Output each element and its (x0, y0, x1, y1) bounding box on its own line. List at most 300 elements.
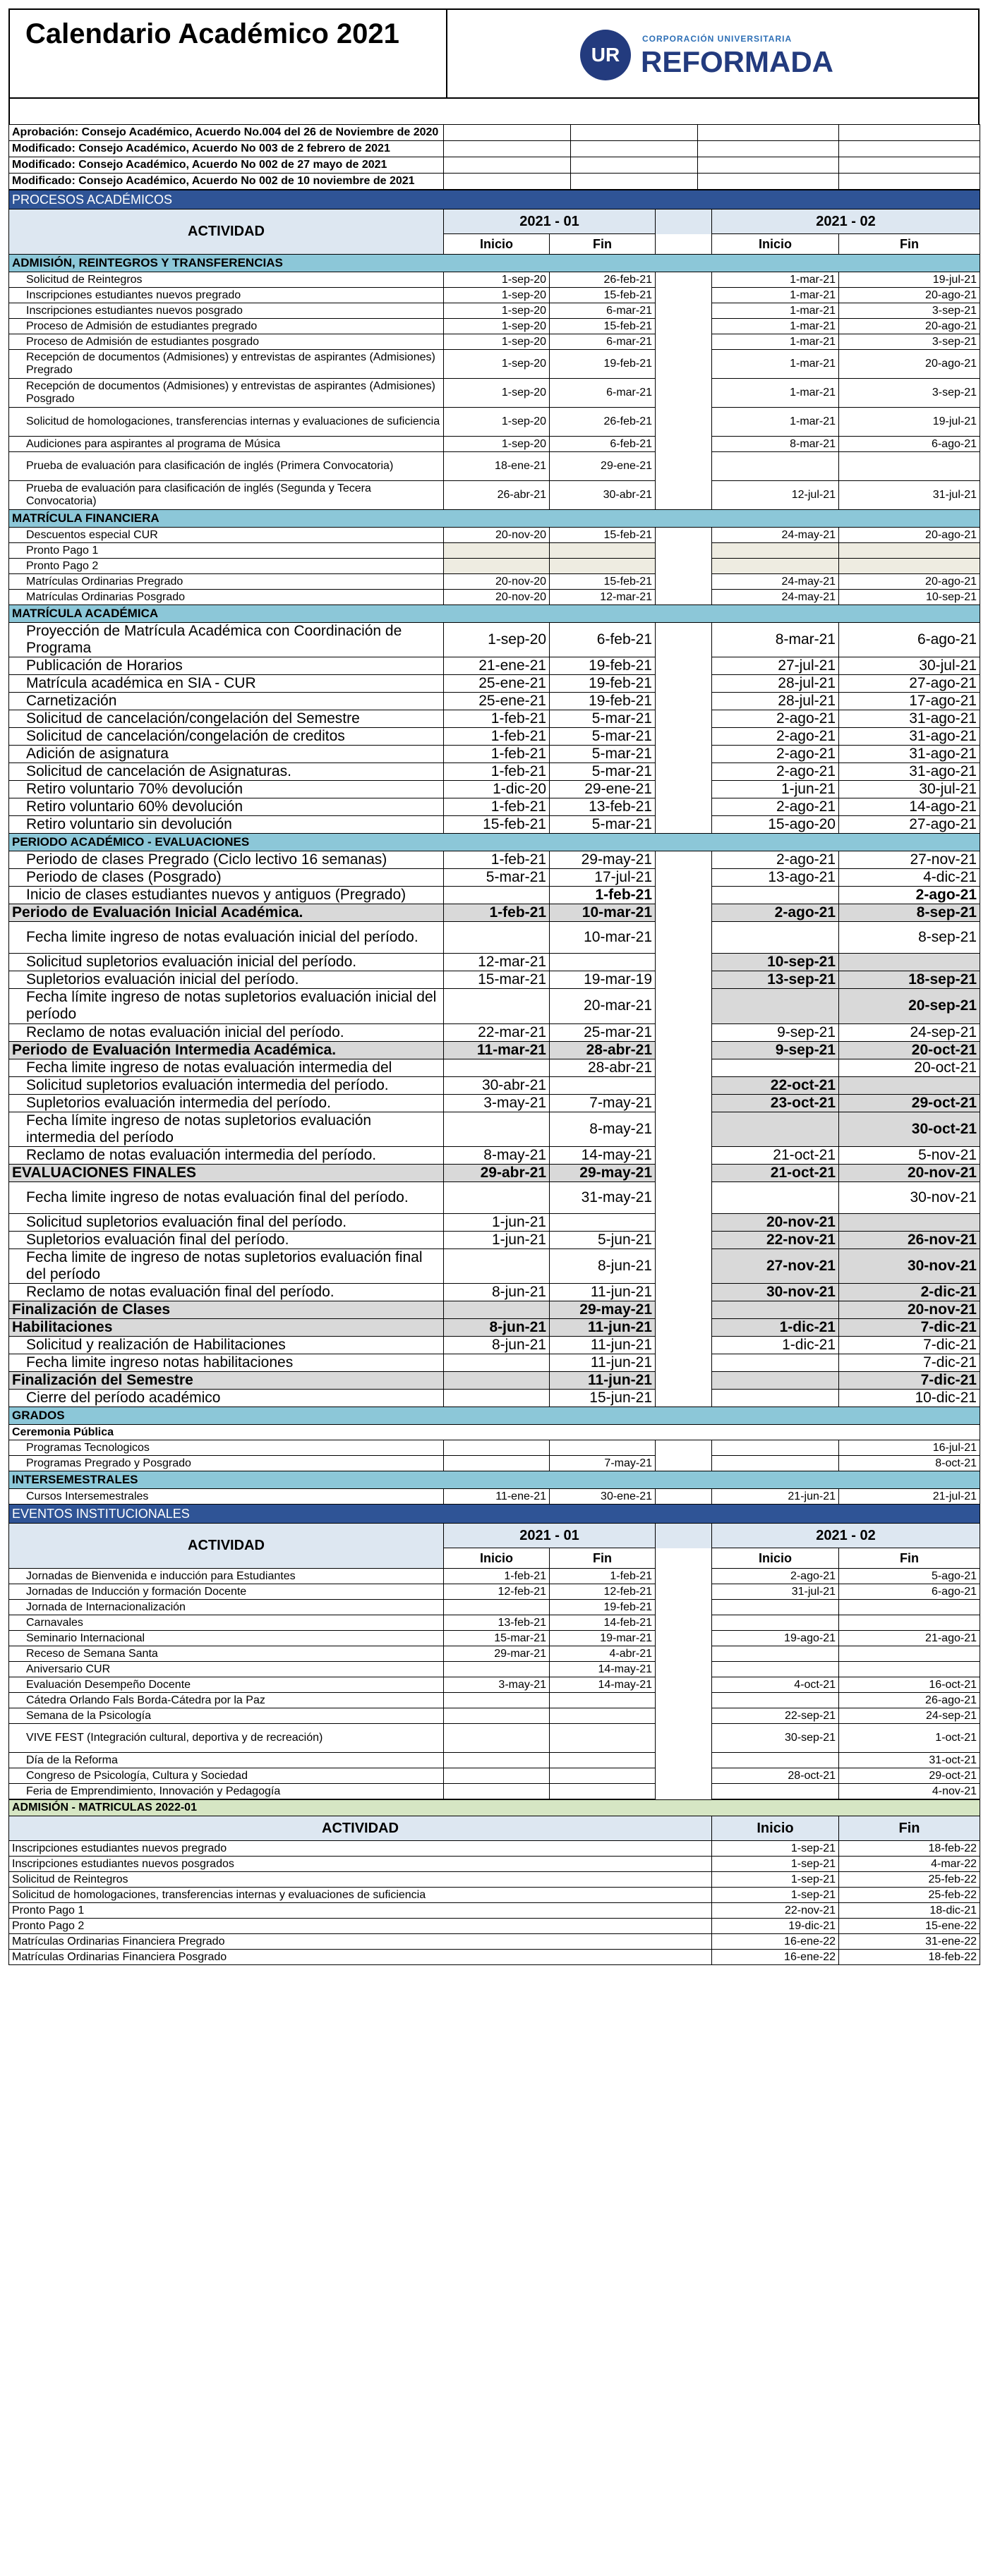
table-row (9, 590, 980, 605)
date-2021-02: 2-ago-21 (712, 746, 839, 763)
date-2021-01 (550, 1076, 656, 1094)
activity-label: Feria de Emprendimiento, Innovación y Pedagogía (9, 1784, 444, 1799)
column-header-row (9, 1816, 980, 1841)
date-2021-02: 1-mar-21 (712, 379, 839, 408)
date-2021-02: 20-sep-21 (839, 989, 980, 1023)
fin-header: Fin (839, 1548, 980, 1569)
activity-label: Fecha limite ingreso notas habilitaciones (9, 1354, 444, 1372)
date-2021-01: 6-mar-21 (550, 379, 656, 408)
date-2021-02: 22-oct-21 (712, 1076, 839, 1094)
date-2021-01: 25-ene-21 (444, 675, 550, 693)
gap-cell (656, 1662, 712, 1677)
date-2021-02: 29-oct-21 (839, 1768, 980, 1784)
date-2021-01: 19-mar-21 (550, 1631, 656, 1646)
date-2021-02: 30-jul-21 (839, 781, 980, 798)
date-2021-01: 29-mar-21 (444, 1646, 550, 1662)
gap-cell (656, 528, 712, 543)
gap-cell (656, 1456, 712, 1471)
activity-label: Carnetización (9, 693, 444, 710)
empty-cell (698, 157, 839, 174)
date-2021-01: 11-jun-21 (550, 1372, 656, 1390)
activity-label: Recepción de documentos (Admisiones) y entrevistas de aspirantes (Admisiones) Posgrado (9, 379, 444, 408)
date-2021-01: 11-ene-21 (444, 1489, 550, 1505)
date-2021-02: 10-sep-21 (839, 590, 980, 605)
table-row (9, 675, 980, 693)
date-2021-02: 31-ago-21 (839, 746, 980, 763)
date-2021-01: 10-mar-21 (550, 904, 656, 922)
date-2021-01: 1-feb-21 (444, 851, 550, 869)
date-2021-02: 24-may-21 (712, 574, 839, 590)
date-2021-02 (712, 1753, 839, 1768)
activity-label: Periodo de clases (Posgrado) (9, 869, 444, 887)
fin-header: Fin (839, 234, 980, 255)
gap-cell (656, 869, 712, 887)
gap-cell (656, 763, 712, 781)
date-2021-02: 20-oct-21 (839, 1041, 980, 1059)
date-2021-02: 1-mar-21 (712, 319, 839, 334)
date-2021-01: 1-feb-21 (444, 728, 550, 746)
date-2021-02: 6-ago-21 (839, 1584, 980, 1600)
date-2021-01 (444, 1724, 550, 1753)
inicio-header: Inicio (712, 234, 839, 255)
gap-cell (656, 954, 712, 971)
date-2021-01 (444, 1753, 550, 1768)
date-2021-01: 8-jun-21 (444, 1284, 550, 1301)
date-2021-01: 8-may-21 (444, 1146, 550, 1164)
activity-label: Solicitud supletorios evaluación final del período. (9, 1213, 444, 1231)
date-2021-01: 7-may-21 (550, 1094, 656, 1112)
date-2021-02: 30-jul-21 (839, 657, 980, 675)
period-2021-01-header: 2021 - 01 (444, 1524, 656, 1548)
date-2021-02 (712, 543, 839, 559)
date-2021-02 (712, 922, 839, 954)
activity-label: Día de la Reforma (9, 1753, 444, 1768)
table-row (9, 1903, 980, 1919)
activity-label: Pronto Pago 2 (9, 1919, 712, 1934)
table-row (9, 1059, 980, 1076)
date-2021-02: 19-ago-21 (712, 1631, 839, 1646)
gap-cell (656, 1248, 712, 1283)
gap-cell (656, 623, 712, 657)
date-2021-01: 5-mar-21 (550, 746, 656, 763)
date-2021-01 (444, 1301, 550, 1319)
date-2021-02 (712, 1390, 839, 1407)
activity-label: Periodo de Evaluación Intermedia Académica. (9, 1041, 444, 1059)
date-2021-02: 2-ago-21 (712, 710, 839, 728)
approval-text: Aprobación: Consejo Académico, Acuerdo No.004 del 26 de Noviembre de 2020 (9, 125, 444, 141)
activity-label: Matrículas Ordinarias Financiera Pregrado (9, 1934, 712, 1950)
table-row (9, 1693, 980, 1708)
date-2021-01: 15-mar-21 (444, 1631, 550, 1646)
gap-cell (656, 452, 712, 481)
activity-label: Aniversario CUR (9, 1662, 444, 1677)
date-2021-01: 5-mar-21 (550, 728, 656, 746)
date-2021-01: 1-feb-21 (444, 1569, 550, 1584)
gap-cell (656, 1677, 712, 1693)
table-row (9, 1631, 980, 1646)
date-2021-02 (712, 1372, 839, 1390)
date-2021-02: 31-ago-21 (839, 710, 980, 728)
date-2021-02: 31-oct-21 (839, 1753, 980, 1768)
gap-cell (656, 1041, 712, 1059)
date-2021-02: 8-sep-21 (839, 922, 980, 954)
gap-cell (656, 559, 712, 574)
admission-2022-table (8, 1799, 980, 1965)
date-2021-02: 19-jul-21 (839, 408, 980, 437)
document-header (8, 8, 980, 99)
date-2021-01: 15-feb-21 (550, 319, 656, 334)
date-2021-01: 12-feb-21 (550, 1584, 656, 1600)
date-fin: 18-dic-21 (839, 1903, 980, 1919)
date-2021-01: 29-may-21 (550, 851, 656, 869)
gap-cell (656, 1693, 712, 1708)
date-2021-02 (712, 1615, 839, 1631)
date-2021-02: 2-ago-21 (712, 728, 839, 746)
date-2021-02: 2-ago-21 (712, 904, 839, 922)
gap-cell (656, 657, 712, 675)
date-2021-02 (839, 1076, 980, 1094)
table-row (9, 1708, 980, 1724)
table-row (9, 1390, 980, 1407)
empty-cell (839, 157, 980, 174)
activity-label: VIVE FEST (Integración cultural, deportiva y de recreación) (9, 1724, 444, 1753)
date-2021-02 (712, 1181, 839, 1213)
date-2021-01 (550, 543, 656, 559)
section-eventos-title: EVENTOS INSTITUCIONALES (9, 1505, 980, 1524)
date-2021-01 (550, 1213, 656, 1231)
table-row (9, 437, 980, 452)
date-2021-01 (444, 1440, 550, 1456)
activity-label: Matrículas Ordinarias Pregrado (9, 574, 444, 590)
date-2021-02: 4-nov-21 (839, 1784, 980, 1799)
gap-cell (656, 922, 712, 954)
activity-label: Inicio de clases estudiantes nuevos y antiguos (Pregrado) (9, 887, 444, 904)
gap-cell (656, 209, 712, 234)
date-2021-01: 6-feb-21 (550, 623, 656, 657)
date-2021-01: 1-sep-20 (444, 379, 550, 408)
activity-label: Carnavales (9, 1615, 444, 1631)
date-2021-01: 11-jun-21 (550, 1284, 656, 1301)
date-2021-01 (550, 1753, 656, 1768)
activity-label: EVALUACIONES FINALES (9, 1164, 444, 1181)
activity-label: Fecha limite de ingreso de notas supletorios evaluación final del período (9, 1248, 444, 1283)
ceremonia-publica (9, 1425, 980, 1440)
table-row (9, 1615, 980, 1631)
date-2021-01: 12-mar-21 (444, 954, 550, 971)
inicio-header: Inicio (444, 234, 550, 255)
logo-subtitle: CORPORACIÓN UNIVERSITARIA (642, 34, 793, 44)
table-row (9, 1600, 980, 1615)
date-2021-01: 19-feb-21 (550, 657, 656, 675)
gap-cell (656, 1489, 712, 1505)
date-2021-01: 29-may-21 (550, 1164, 656, 1181)
date-inicio: 1-sep-21 (712, 1841, 839, 1857)
date-2021-01 (444, 1390, 550, 1407)
date-2021-01: 8-jun-21 (444, 1319, 550, 1337)
date-2021-01: 11-jun-21 (550, 1337, 656, 1354)
date-2021-01: 3-may-21 (444, 1094, 550, 1112)
date-2021-01 (444, 1784, 550, 1799)
date-2021-01: 5-jun-21 (550, 1231, 656, 1248)
date-2021-01: 1-sep-20 (444, 623, 550, 657)
section-grados-title: GRADOS (9, 1407, 980, 1425)
date-2021-01 (444, 989, 550, 1023)
date-2021-01: 11-jun-21 (550, 1319, 656, 1337)
ceremonia-publica-title: Ceremonia Pública (9, 1425, 980, 1440)
date-inicio: 16-ene-22 (712, 1934, 839, 1950)
date-2021-02: 1-mar-21 (712, 350, 839, 379)
date-2021-02: 31-jul-21 (839, 481, 980, 510)
activity-label: Recepción de documentos (Admisiones) y entrevistas de aspirantes (Admisiones) Pregrado (9, 350, 444, 379)
date-2021-02 (839, 1646, 980, 1662)
date-2021-01: 1-dic-20 (444, 781, 550, 798)
date-2021-01: 5-mar-21 (550, 816, 656, 834)
actividad-header: ACTIVIDAD (9, 1816, 712, 1841)
gap-cell (656, 1094, 712, 1112)
header-divider (446, 10, 447, 97)
gap-cell (656, 350, 712, 379)
date-2021-02: 2-ago-21 (712, 851, 839, 869)
date-2021-02: 2-ago-21 (712, 798, 839, 816)
date-2021-01: 25-ene-21 (444, 693, 550, 710)
date-2021-02: 26-ago-21 (839, 1693, 980, 1708)
date-2021-01: 1-sep-20 (444, 437, 550, 452)
section-periodo-academico-title: PERIODO ACADÉMICO - EVALUACIONES (9, 834, 980, 851)
date-2021-02: 16-oct-21 (839, 1677, 980, 1693)
empty-cell (839, 141, 980, 157)
table-row (9, 452, 980, 481)
table-row (9, 1784, 980, 1799)
table-row (9, 1888, 980, 1903)
date-2021-01: 20-nov-20 (444, 528, 550, 543)
date-2021-02: 20-ago-21 (839, 350, 980, 379)
table-row (9, 989, 980, 1023)
activity-label: Reclamo de notas evaluación intermedia del período. (9, 1146, 444, 1164)
date-2021-01: 21-ene-21 (444, 657, 550, 675)
date-2021-01 (444, 1059, 550, 1076)
activity-label: Reclamo de notas evaluación final del período. (9, 1284, 444, 1301)
gap-cell (656, 728, 712, 746)
date-2021-02 (712, 559, 839, 574)
date-2021-01: 6-mar-21 (550, 303, 656, 319)
date-2021-02: 7-dic-21 (839, 1372, 980, 1390)
date-2021-01: 7-may-21 (550, 1456, 656, 1471)
date-2021-01 (550, 559, 656, 574)
page-title: Calendario Académico 2021 (25, 18, 399, 49)
activity-label: Solicitud de homologaciones, transferencias internas y evaluaciones de suficiencia (9, 1888, 712, 1903)
fin-header: Fin (550, 1548, 656, 1569)
table-row (9, 922, 980, 954)
fin-header: Fin (839, 1816, 980, 1841)
date-2021-02 (839, 559, 980, 574)
date-2021-01: 6-mar-21 (550, 334, 656, 350)
date-2021-02: 20-nov-21 (712, 1213, 839, 1231)
date-2021-01 (444, 1354, 550, 1372)
gap-cell (656, 303, 712, 319)
date-2021-02: 4-oct-21 (712, 1677, 839, 1693)
table-row (9, 904, 980, 922)
date-2021-01: 19-feb-21 (550, 675, 656, 693)
date-2021-02 (712, 452, 839, 481)
date-2021-02: 8-sep-21 (839, 904, 980, 922)
date-2021-02: 1-mar-21 (712, 303, 839, 319)
date-2021-02 (712, 887, 839, 904)
table-row (9, 1872, 980, 1888)
activity-label: Programas Tecnologicos (9, 1440, 444, 1456)
empty-cell (444, 174, 571, 190)
date-2021-02 (712, 1112, 839, 1146)
date-2021-01: 1-sep-20 (444, 288, 550, 303)
empty-cell (444, 125, 571, 141)
gap-cell (656, 379, 712, 408)
date-2021-01: 12-feb-21 (444, 1584, 550, 1600)
date-2021-01: 1-feb-21 (444, 763, 550, 781)
table-row (9, 798, 980, 816)
date-2021-02 (839, 1615, 980, 1631)
date-2021-01 (444, 543, 550, 559)
table-row (9, 1284, 980, 1301)
section-periodo-academico (9, 834, 980, 851)
date-2021-01: 8-may-21 (550, 1112, 656, 1146)
activity-label: Habilitaciones (9, 1319, 444, 1337)
date-inicio: 22-nov-21 (712, 1903, 839, 1919)
table-row (9, 851, 980, 869)
date-2021-01: 8-jun-21 (550, 1248, 656, 1283)
gap-cell (656, 1164, 712, 1181)
activity-label: Proyección de Matrícula Académica con Coordinación de Programa (9, 623, 444, 657)
date-2021-01 (444, 1112, 550, 1146)
date-2021-02: 19-jul-21 (839, 272, 980, 288)
date-2021-02: 8-mar-21 (712, 437, 839, 452)
date-2021-02: 31-ago-21 (839, 763, 980, 781)
admision-2022-title: ADMISIÓN - MATRICULAS 2022-01 (9, 1800, 980, 1816)
gap-cell (656, 1724, 712, 1753)
date-2021-01: 1-feb-21 (550, 887, 656, 904)
date-2021-01 (550, 1768, 656, 1784)
table-row (9, 1076, 980, 1094)
date-2021-01: 29-abr-21 (444, 1164, 550, 1181)
date-2021-02: 18-sep-21 (839, 971, 980, 989)
date-2021-02: 16-jul-21 (839, 1440, 980, 1456)
gap-cell (656, 971, 712, 989)
table-row (9, 710, 980, 728)
activity-label: Adición de asignatura (9, 746, 444, 763)
date-2021-02: 30-sep-21 (712, 1724, 839, 1753)
date-2021-01 (444, 1372, 550, 1390)
date-2021-01: 15-feb-21 (550, 528, 656, 543)
date-2021-02: 28-jul-21 (712, 675, 839, 693)
section-procesos-title: PROCESOS ACADÉMICOS (9, 190, 980, 209)
table-row (9, 1934, 980, 1950)
date-2021-01: 26-feb-21 (550, 272, 656, 288)
section-grados (9, 1407, 980, 1425)
activity-label: Cursos Intersemestrales (9, 1489, 444, 1505)
date-2021-01: 28-abr-21 (550, 1041, 656, 1059)
date-2021-02 (839, 543, 980, 559)
gap-cell (656, 798, 712, 816)
gap-cell (656, 904, 712, 922)
empty-cell (571, 157, 698, 174)
date-2021-02: 10-dic-21 (839, 1390, 980, 1407)
date-2021-02: 27-ago-21 (839, 816, 980, 834)
date-2021-02: 8-mar-21 (712, 623, 839, 657)
date-2021-01: 14-may-21 (550, 1677, 656, 1693)
table-row (9, 746, 980, 763)
date-2021-01: 4-abr-21 (550, 1646, 656, 1662)
date-2021-01 (550, 1708, 656, 1724)
table-row (9, 1646, 980, 1662)
gap-cell (656, 675, 712, 693)
activity-label: Jornadas de Bienvenida e inducción para Estudiantes (9, 1569, 444, 1584)
date-2021-02: 21-jun-21 (712, 1489, 839, 1505)
date-2021-02: 20-ago-21 (839, 574, 980, 590)
activity-label: Matrículas Ordinarias Posgrado (9, 590, 444, 605)
table-row (9, 559, 980, 574)
table-row (9, 728, 980, 746)
gap-cell (656, 816, 712, 834)
date-2021-02: 27-nov-21 (712, 1248, 839, 1283)
date-2021-02: 7-dic-21 (839, 1319, 980, 1337)
date-2021-01 (550, 1440, 656, 1456)
table-row (9, 1662, 980, 1677)
gap-cell (656, 1524, 712, 1548)
date-2021-01 (444, 1768, 550, 1784)
date-2021-02: 2-ago-21 (839, 887, 980, 904)
date-2021-01: 18-ene-21 (444, 452, 550, 481)
empty-cell (698, 174, 839, 190)
date-2021-01: 17-jul-21 (550, 869, 656, 887)
table-row (9, 693, 980, 710)
date-2021-01 (444, 1181, 550, 1213)
table-row (9, 1456, 980, 1471)
activity-label: Fecha límite ingreso de notas supletorios evaluación inicial del período (9, 989, 444, 1023)
date-2021-01: 29-ene-21 (550, 452, 656, 481)
gap-cell (656, 887, 712, 904)
date-2021-02 (712, 1600, 839, 1615)
date-2021-02 (712, 1301, 839, 1319)
table-row (9, 971, 980, 989)
activity-label: Programas Pregrado y Posgrado (9, 1456, 444, 1471)
date-2021-02 (839, 1600, 980, 1615)
table-row (9, 1857, 980, 1872)
date-2021-02: 21-oct-21 (712, 1164, 839, 1181)
activity-label: Proceso de Admisión de estudiantes pregrado (9, 319, 444, 334)
gap-cell (656, 746, 712, 763)
activity-label: Inscripciones estudiantes nuevos posgrado (9, 303, 444, 319)
date-2021-01: 1-feb-21 (550, 1569, 656, 1584)
gap-cell (656, 1354, 712, 1372)
date-2021-02: 30-nov-21 (839, 1248, 980, 1283)
activity-label: Reclamo de notas evaluación inicial del período. (9, 1023, 444, 1041)
gap-cell (656, 272, 712, 288)
activity-label: Finalización del Semestre (9, 1372, 444, 1390)
date-2021-01 (550, 954, 656, 971)
activity-label: Publicación de Horarios (9, 657, 444, 675)
date-2021-02: 5-nov-21 (839, 1146, 980, 1164)
date-2021-02: 4-dic-21 (839, 869, 980, 887)
gap-cell (656, 1076, 712, 1094)
date-2021-02: 7-dic-21 (839, 1354, 980, 1372)
activity-label: Matrículas Ordinarias Financiera Posgrado (9, 1950, 712, 1965)
activity-label: Prueba de evaluación para clasificación de inglés (Segunda y Tecera Convocatoria) (9, 481, 444, 510)
empty-cell (571, 174, 698, 190)
inicio-header: Inicio (712, 1548, 839, 1569)
approvals-table (8, 124, 980, 190)
activity-label: Supletorios evaluación final del período. (9, 1231, 444, 1248)
logo-name: REFORMADA (641, 45, 833, 78)
table-row (9, 869, 980, 887)
activity-label: Seminario Internacional (9, 1631, 444, 1646)
